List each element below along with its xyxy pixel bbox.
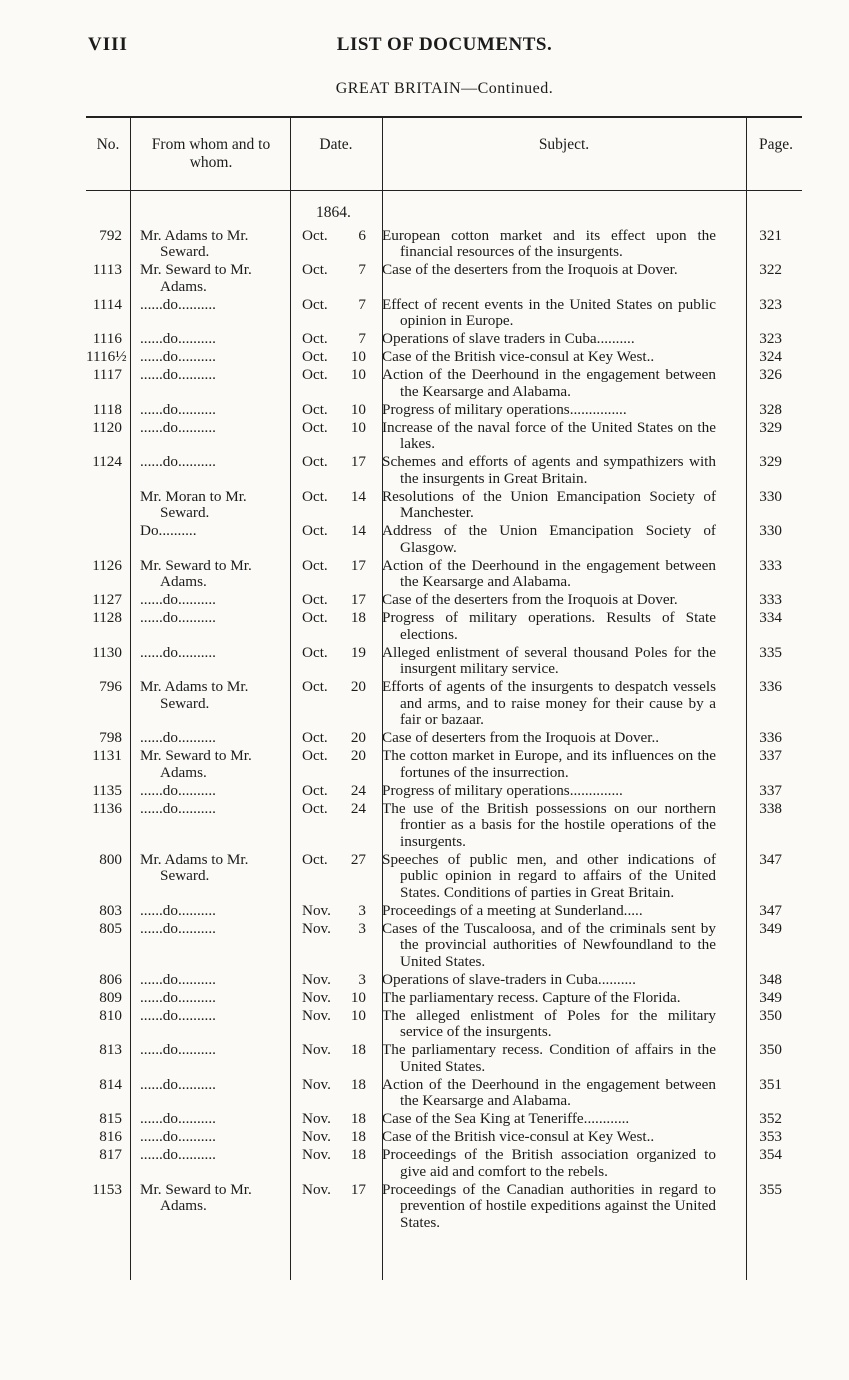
date-day: 7 [358, 261, 366, 278]
date-month: Oct. [302, 609, 328, 626]
subject-text: The parliamentary recess. Capture of the Florida. [382, 988, 681, 1006]
page-reference: 323 [759, 295, 782, 313]
subject-text: Efforts of agents of the insurgents to despatch vessels and arms, and to raise money for their cause by a fair or bazaar. [382, 678, 716, 728]
document-number: 815 [99, 1110, 122, 1127]
date-month: Oct. [302, 295, 328, 313]
table-row [86, 295, 806, 330]
page-reference: 353 [759, 1128, 782, 1145]
table-row [86, 678, 806, 729]
table-row [86, 919, 806, 970]
date-month: Oct. [302, 747, 328, 764]
page-reference: 338 [759, 799, 782, 817]
correspondent: Mr. Seward to Mr. Adams. [140, 556, 252, 590]
subject-text: Action of the Deerhound in the engagement between the Kearsarge and Alabama. [382, 556, 716, 590]
page-number: VIII [88, 34, 128, 55]
correspondent: Mr. Seward to Mr. Adams. [140, 261, 252, 295]
page-reference: 349 [759, 919, 782, 937]
date-month: Oct. [302, 330, 328, 347]
page-reference: 354 [759, 1146, 782, 1163]
page-reference: 326 [759, 366, 782, 383]
date-day: 17 [350, 556, 366, 574]
date-month: Nov. [302, 1006, 331, 1024]
correspondent: Mr. Adams to Mr. Seward. [140, 850, 249, 884]
correspondent: ......do.......... [140, 1006, 216, 1024]
page-reference: 335 [759, 643, 782, 661]
page-reference: 337 [759, 781, 782, 799]
date-month: Nov. [302, 1110, 331, 1127]
table-row [86, 1110, 806, 1128]
subject-text: Progress of military operations.............. [382, 781, 623, 799]
date-day: 19 [350, 643, 366, 661]
page-reference: 333 [759, 556, 782, 574]
documents-table [86, 226, 806, 1231]
table-row [86, 1128, 806, 1146]
document-number: 1128 [92, 609, 122, 626]
date-day: 18 [350, 1128, 366, 1145]
correspondent: ......do.......... [140, 453, 216, 470]
page-reference: 322 [759, 261, 782, 278]
correspondent: ......do.......... [140, 970, 216, 988]
subject-text: Case of the British vice-consul at Key West.. [382, 348, 655, 365]
column-header-date: Date. [319, 136, 353, 153]
section-subtitle: GREAT BRITAIN—Continued. [335, 80, 554, 97]
correspondent: Mr. Adams to Mr. Seward. [140, 226, 249, 260]
date-day: 10 [350, 1006, 366, 1024]
correspondent: ......do.......... [140, 295, 216, 313]
table-row [86, 556, 806, 591]
date-day: 10 [350, 418, 366, 436]
date-month: Oct. [302, 261, 328, 278]
date-month: Oct. [302, 678, 328, 695]
table-header-rule [86, 190, 802, 191]
correspondent: ......do.......... [140, 781, 216, 799]
table-row [86, 609, 806, 644]
column-header-from: From whom and to whom. [151, 136, 271, 171]
date-month: Nov. [302, 901, 331, 919]
correspondent: Mr. Seward to Mr. Adams. [140, 1180, 252, 1214]
date-month: Nov. [302, 1128, 331, 1145]
page-reference: 323 [759, 330, 782, 347]
correspondent: Do.......... [140, 522, 197, 539]
document-number: 1135 [92, 781, 122, 799]
table-row [86, 522, 806, 557]
table-row [86, 1146, 806, 1181]
subject-text: Case of deserters from the Iroquois at Dover.. [382, 729, 660, 746]
correspondent: ......do.......... [140, 729, 216, 746]
date-month: Oct. [302, 348, 328, 365]
subject-text: Progress of military operations. Results of State elections. [382, 609, 716, 643]
date-month: Nov. [302, 988, 331, 1006]
document-number: 792 [99, 226, 122, 244]
correspondent: ......do.......... [140, 348, 216, 365]
document-number: 1153 [92, 1180, 122, 1198]
document-number: 806 [99, 970, 122, 988]
date-day: 18 [350, 1041, 366, 1058]
date-month: Oct. [302, 729, 328, 746]
table-row [86, 400, 806, 418]
table-row [86, 348, 806, 366]
document-number: 1113 [92, 261, 122, 278]
correspondent: ......do.......... [140, 919, 216, 937]
correspondent: Mr. Moran to Mr. Seward. [140, 487, 247, 521]
page-reference: 352 [759, 1110, 782, 1127]
subject-text: The use of the British possessions on our northern frontier as a basis for the hostile operations of the insurgents. [382, 799, 716, 850]
correspondent: ......do.......... [140, 1146, 216, 1163]
date-day: 3 [358, 919, 366, 937]
correspondent: ......do.......... [140, 400, 216, 418]
table-row [86, 261, 806, 296]
correspondent: ......do.......... [140, 643, 216, 661]
correspondent: ......do.......... [140, 988, 216, 1006]
correspondent: ......do.......... [140, 330, 216, 347]
date-day: 3 [358, 970, 366, 988]
table-row [86, 799, 806, 850]
document-number: 1114 [92, 295, 122, 313]
table-row [86, 1180, 806, 1231]
document-number: 798 [99, 729, 122, 746]
subject-text: Action of the Deerhound in the engagement between the Kearsarge and Alabama. [382, 366, 716, 400]
table-row [86, 747, 806, 782]
page-title: LIST OF DOCUMENTS. [336, 34, 553, 55]
correspondent: ......do.......... [140, 799, 216, 817]
document-number: 800 [99, 850, 122, 868]
date-month: Nov. [302, 970, 331, 988]
table-row [86, 418, 806, 453]
date-month: Oct. [302, 400, 328, 418]
document-number: 810 [99, 1006, 122, 1024]
table-row [86, 330, 806, 348]
date-month: Oct. [302, 556, 328, 574]
table-top-rule [86, 116, 802, 118]
page-reference: 324 [759, 348, 782, 365]
page-reference: 334 [759, 609, 782, 626]
date-day: 20 [350, 747, 366, 764]
date-month: Oct. [302, 453, 328, 470]
correspondent: ......do.......... [140, 1041, 216, 1058]
date-month: Oct. [302, 591, 328, 608]
date-day: 17 [350, 591, 366, 608]
table-row [86, 453, 806, 488]
table-row [86, 1041, 806, 1076]
subject-text: Schemes and efforts of agents and sympathizers with the insurgents in Great Britain. [382, 453, 716, 487]
subject-text: Progress of military operations............... [382, 400, 627, 418]
subject-text: Effect of recent events in the United States on public opinion in Europe. [382, 295, 716, 329]
date-day: 18 [350, 1075, 366, 1093]
date-day: 20 [350, 678, 366, 695]
date-day: 24 [350, 799, 366, 817]
subject-text: Proceedings of the Canadian authorities in regard to prevention of hostile expeditions against the United States. [382, 1180, 716, 1231]
date-month: Oct. [302, 850, 328, 868]
page-reference: 347 [759, 850, 782, 868]
subject-text: The cotton market in Europe, and its influences on the fortunes of the insurrection. [382, 747, 716, 781]
column-header-page: Page. [758, 136, 793, 153]
year-label: 1864. [316, 204, 351, 221]
document-number: 1116½ [86, 348, 127, 365]
table-row [86, 988, 806, 1006]
document-number: 1118 [92, 400, 122, 418]
date-day: 6 [358, 226, 366, 244]
document-number: 1127 [92, 591, 122, 608]
date-month: Nov. [302, 1180, 331, 1198]
date-day: 18 [350, 609, 366, 626]
document-number: 1120 [92, 418, 122, 436]
page-reference: 336 [759, 678, 782, 695]
correspondent: ......do.......... [140, 1110, 216, 1127]
date-day: 10 [350, 348, 366, 365]
date-day: 14 [350, 522, 366, 539]
correspondent: Mr. Adams to Mr. Seward. [140, 678, 249, 712]
correspondent: ......do.......... [140, 901, 216, 919]
subject-text: European cotton market and its effect upon the financial resources of the insurgents. [382, 226, 716, 260]
document-number: 1136 [92, 799, 122, 817]
document-number: 805 [99, 919, 122, 937]
correspondent: ......do.......... [140, 591, 216, 608]
correspondent: ......do.......... [140, 1128, 216, 1145]
table-row [86, 487, 806, 522]
date-day: 7 [358, 295, 366, 313]
table-row [86, 729, 806, 747]
table-row [86, 1075, 806, 1110]
page-reference: 330 [759, 522, 782, 539]
page-reference: 329 [759, 453, 782, 470]
subject-text: Case of the Sea King at Teneriffe............ [382, 1110, 630, 1127]
date-month: Oct. [302, 781, 328, 799]
document-number: 1131 [92, 747, 122, 764]
date-month: Oct. [302, 226, 328, 244]
page-reference: 348 [759, 970, 782, 988]
correspondent: Mr. Seward to Mr. Adams. [140, 747, 252, 781]
table-row [86, 643, 806, 678]
subject-text: Resolutions of the Union Emancipation Society of Manchester. [382, 487, 716, 521]
date-day: 27 [350, 850, 366, 868]
document-number: 1117 [92, 366, 122, 383]
subject-text: Address of the Union Emancipation Society of Glasgow. [382, 522, 716, 556]
date-day: 10 [350, 366, 366, 383]
date-month: Nov. [302, 1041, 331, 1058]
date-day: 17 [350, 453, 366, 470]
subject-text: Alleged enlistment of several thousand Poles for the insurgent military service. [382, 643, 716, 677]
date-day: 17 [350, 1180, 366, 1198]
subject-text: Cases of the Tuscaloosa, and of the criminals sent by the provincial authorities of Newfoundland to the United States. [382, 919, 716, 970]
table-row [86, 591, 806, 609]
date-day: 14 [350, 487, 366, 505]
table-row [86, 970, 806, 988]
table-row [86, 850, 806, 901]
document-number: 809 [99, 988, 122, 1006]
document-number: 1130 [92, 643, 122, 661]
document-number: 814 [99, 1075, 122, 1093]
date-month: Nov. [302, 1075, 331, 1093]
table-row [86, 226, 806, 261]
document-number: 817 [99, 1146, 122, 1163]
date-day: 20 [350, 729, 366, 746]
page-reference: 336 [759, 729, 782, 746]
document-number: 1124 [92, 453, 122, 470]
subject-text: Case of the deserters from the Iroquois at Dover. [382, 591, 678, 608]
page-reference: 349 [759, 988, 782, 1006]
date-month: Oct. [302, 643, 328, 661]
document-number: 1116 [92, 330, 122, 347]
subject-text: Case of the deserters from the Iroquois at Dover. [382, 261, 678, 278]
page-reference: 350 [759, 1006, 782, 1024]
date-month: Oct. [302, 799, 328, 817]
date-month: Nov. [302, 919, 331, 937]
date-day: 18 [350, 1110, 366, 1127]
document-number: 816 [99, 1128, 122, 1145]
page-reference: 321 [759, 226, 782, 244]
subject-text: Increase of the naval force of the United States on the lakes. [382, 418, 716, 452]
subject-text: The parliamentary recess. Condition of affairs in the United States. [382, 1041, 716, 1075]
document-number: 803 [99, 901, 122, 919]
document-number: 813 [99, 1041, 122, 1058]
correspondent: ......do.......... [140, 366, 216, 383]
subject-text: Operations of slave traders in Cuba.......... [382, 330, 635, 347]
date-day: 7 [358, 330, 366, 347]
correspondent: ......do.......... [140, 418, 216, 436]
date-day: 18 [350, 1146, 366, 1163]
subject-text: Speeches of public men, and other indications of public opinion in regard to affairs of the United States. Conditions of parties in Great Britain. [382, 850, 716, 901]
subject-text: Case of the British vice-consul at Key West.. [382, 1128, 655, 1145]
correspondent: ......do.......... [140, 1075, 216, 1093]
page-reference: 329 [759, 418, 782, 436]
date-month: Oct. [302, 366, 328, 383]
table-row [86, 781, 806, 799]
date-day: 3 [358, 901, 366, 919]
subject-text: Action of the Deerhound in the engagement between the Kearsarge and Alabama. [382, 1075, 716, 1109]
page-reference: 355 [759, 1180, 782, 1198]
document-number: 796 [99, 678, 122, 695]
document-number: 1126 [92, 556, 122, 574]
table-row [86, 901, 806, 919]
date-month: Nov. [302, 1146, 331, 1163]
table-row [86, 1006, 806, 1041]
page-reference: 351 [759, 1075, 782, 1093]
page-reference: 337 [759, 747, 782, 764]
subject-text: Proceedings of the British association organized to give aid and comfort to the rebels. [382, 1146, 716, 1180]
date-month: Oct. [302, 522, 328, 539]
page-reference: 333 [759, 591, 782, 608]
page-reference: 330 [759, 487, 782, 505]
column-header-no: No. [96, 136, 120, 153]
correspondent: ......do.......... [140, 609, 216, 626]
subject-text: Proceedings of a meeting at Sunderland..... [382, 901, 643, 919]
date-month: Oct. [302, 487, 328, 505]
column-header-subject: Subject. [538, 136, 590, 153]
table-row [86, 366, 806, 401]
page-reference: 347 [759, 901, 782, 919]
subject-text: The alleged enlistment of Poles for the military service of the insurgents. [382, 1006, 716, 1040]
date-day: 10 [350, 988, 366, 1006]
date-day: 24 [350, 781, 366, 799]
page-reference: 350 [759, 1041, 782, 1058]
date-day: 10 [350, 400, 366, 418]
date-month: Oct. [302, 418, 328, 436]
page-reference: 328 [759, 400, 782, 418]
subject-text: Operations of slave-traders in Cuba.......... [382, 970, 636, 988]
